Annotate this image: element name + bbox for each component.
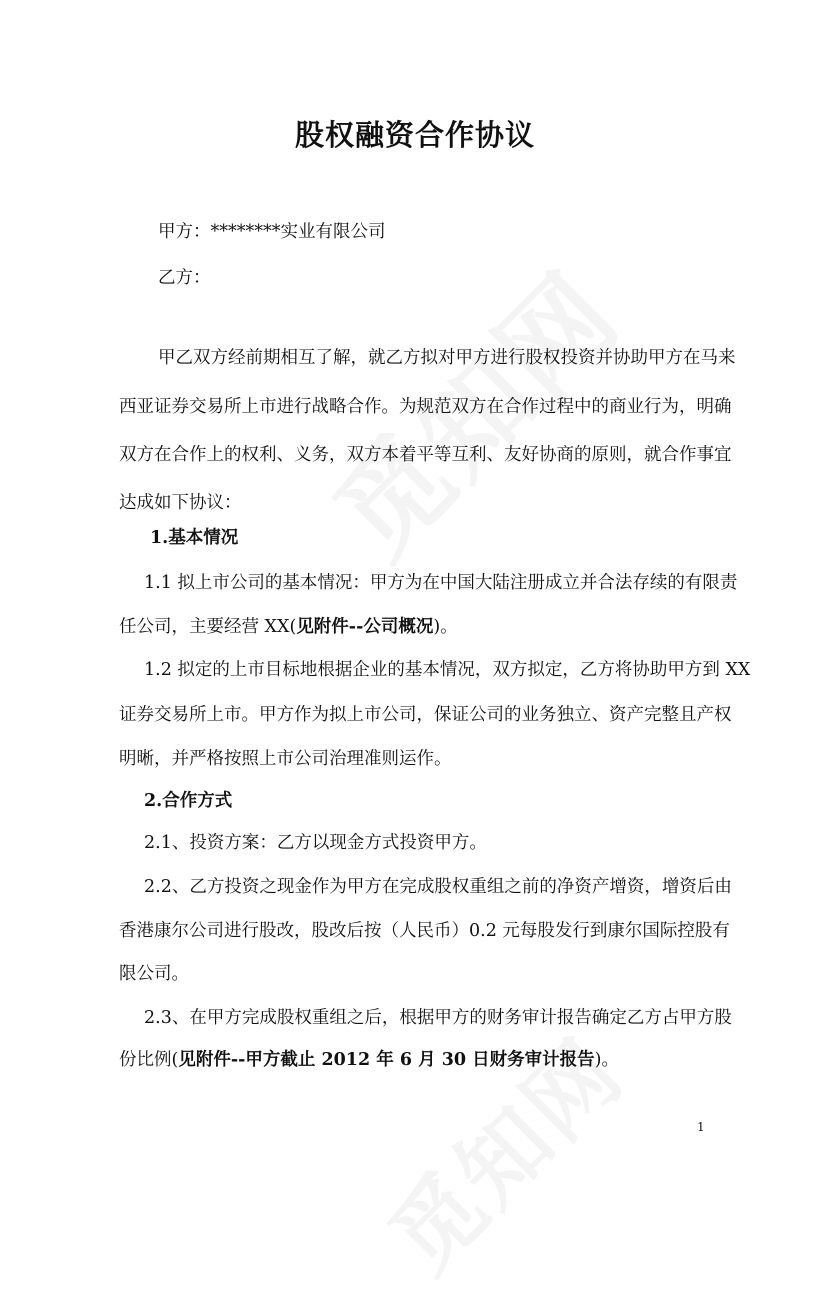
document-title: 股权融资合作协议 xyxy=(294,118,535,152)
clause-2-3-line-1: 2.3、在甲方完成股权重组之后，根据甲方的财务审计报告确定乙方占甲方股 xyxy=(144,1008,732,1028)
intro-line-2: 西亚证券交易所上市进行战略合作。为规范双方在合作过程中的商业行为，明确 xyxy=(119,397,732,417)
clause-1-2-line-2: 证券交易所上市。甲方作为拟上市公司，保证公司的业务独立、资产完整且产权 xyxy=(119,705,732,725)
section-1-heading: 1.基本情况 xyxy=(150,528,239,548)
clause-2-3-line-2: 份比例(见附件--甲方截止 2012 年 6 月 30 日财务审计报告)。 xyxy=(119,1050,619,1070)
clause-2-2-line-1: 2.2、乙方投资之现金作为甲方在完成股权重组之前的净资产增资，增资后由 xyxy=(144,877,732,897)
clause-2-2-line-2: 香港康尔公司进行股改，股改后按（人民币）0.2 元每股发行到康尔国际控股有 xyxy=(119,921,730,941)
intro-line-3: 双方在合作上的权利、义务，双方本着平等互利、友好协商的原则，就合作事宜 xyxy=(119,445,732,465)
intro-line-4: 达成如下协议： xyxy=(119,493,242,513)
party-b: 乙方： xyxy=(158,268,211,288)
intro-line-1: 甲乙双方经前期相互了解，就乙方拟对甲方进行股权投资并协助甲方在马来 xyxy=(158,348,736,368)
clause-2-2-line-3: 限公司。 xyxy=(119,964,189,984)
attachment-ref-company: 见附件--公司概况 xyxy=(296,617,434,637)
page-number: 1 xyxy=(697,1120,705,1134)
clause-1-1-line-2: 任公司，主要经营 XX(见附件--公司概况)。 xyxy=(119,617,458,637)
clause-1-2-line-1: 1.2 拟定的上市目标地根据企业的基本情况，双方拟定，乙方将协助甲方到 XX xyxy=(144,660,751,680)
attachment-ref-audit: 见附件--甲方截止 2012 年 6 月 30 日财务审计报告 xyxy=(178,1050,595,1070)
clause-1-1-line-1: 1.1 拟上市公司的基本情况：甲方为在中国大陆注册成立并合法存续的有限责 xyxy=(144,573,738,593)
section-2-heading: 2.合作方式 xyxy=(144,791,233,811)
clause-1-2-line-3: 明晰，并严格按照上市公司治理准则运作。 xyxy=(119,749,452,769)
party-a: 甲方：********实业有限公司 xyxy=(158,222,386,242)
clause-2-1: 2.1、投资方案：乙方以现金方式投资甲方。 xyxy=(144,833,487,853)
